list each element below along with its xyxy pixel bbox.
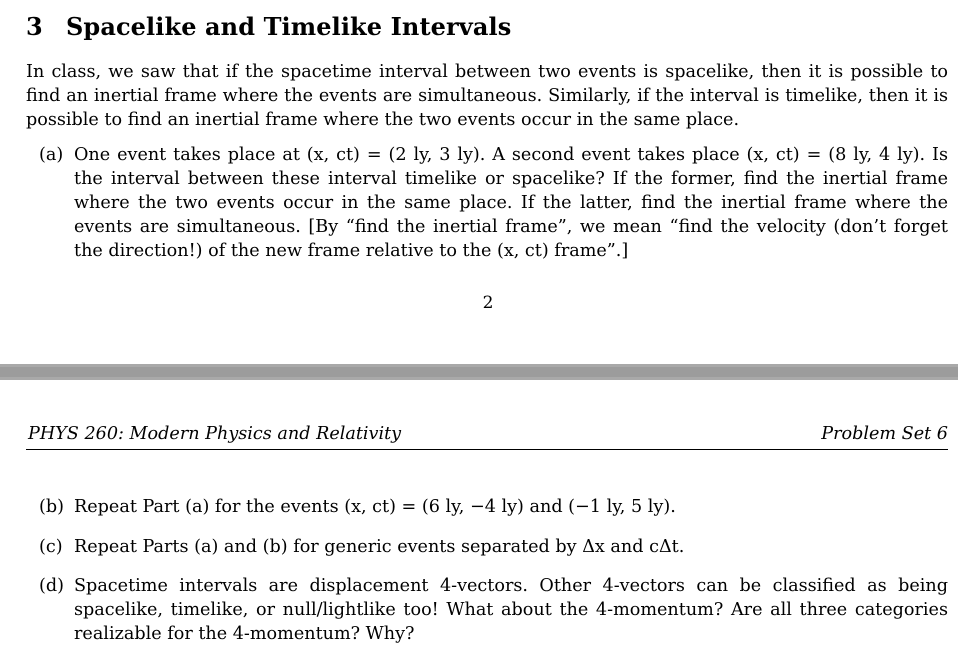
part-c — [26, 535, 948, 559]
part-a-label: (a) — [39, 145, 64, 165]
part-d-label: (d) — [39, 576, 64, 596]
part-b-text: Repeat Part (a) for the events (x, ct) = (6 ly, −4 ly) and (−1 ly, 5 ly). — [74, 497, 676, 517]
part-d — [26, 574, 948, 646]
header-rule — [26, 449, 948, 450]
part-a — [26, 143, 948, 263]
part-d-text: Spacetime intervals are displacement 4-vectors. Other 4-vectors can be classified as being spacelike, timelike, or null/lightlike too! What about the 4-momentum? Are all three categories realizable for the 4-momentum? Why? — [74, 576, 948, 644]
part-b — [26, 495, 948, 519]
section-number: 3 — [26, 12, 43, 41]
page-separator — [0, 364, 958, 380]
part-b-label: (b) — [39, 497, 64, 517]
part-a-text: One event takes place at (x, ct) = (2 ly, 3 ly). A second event takes place (x, ct) = (8 ly, 4 ly). Is the interval between these interval timelike or spacelike? If the former, find the inertial frame where the two events occur in the same place. If the latter, find the inertial frame where the events are simultaneous. [By “find the inertial frame”, we mean “find the velocity (don’t forget the direction!) of the new frame relative to the (x, ct) frame”.] — [74, 145, 948, 261]
part-c-label: (c) — [39, 537, 63, 557]
intro-paragraph: In class, we saw that if the spacetime interval between two events is spacelike, then it is possible to find an inertial frame where the events are simultaneous. Similarly, if the interval is timelike, then it is possible to find an inertial frame where the two events occur in the same place. — [26, 62, 948, 130]
page-number: 2 — [482, 293, 494, 313]
page-3 — [0, 380, 958, 656]
part-c-text: Repeat Parts (a) and (b) for generic events separated by Δx and cΔt. — [74, 537, 685, 557]
running-header-course: PHYS 260: Modern Physics and Relativity — [28, 424, 402, 444]
section-heading — [26, 12, 511, 41]
section-title: Spacelike and Timelike Intervals — [66, 12, 512, 41]
running-header-problem-set: Problem Set 6 — [821, 424, 948, 444]
